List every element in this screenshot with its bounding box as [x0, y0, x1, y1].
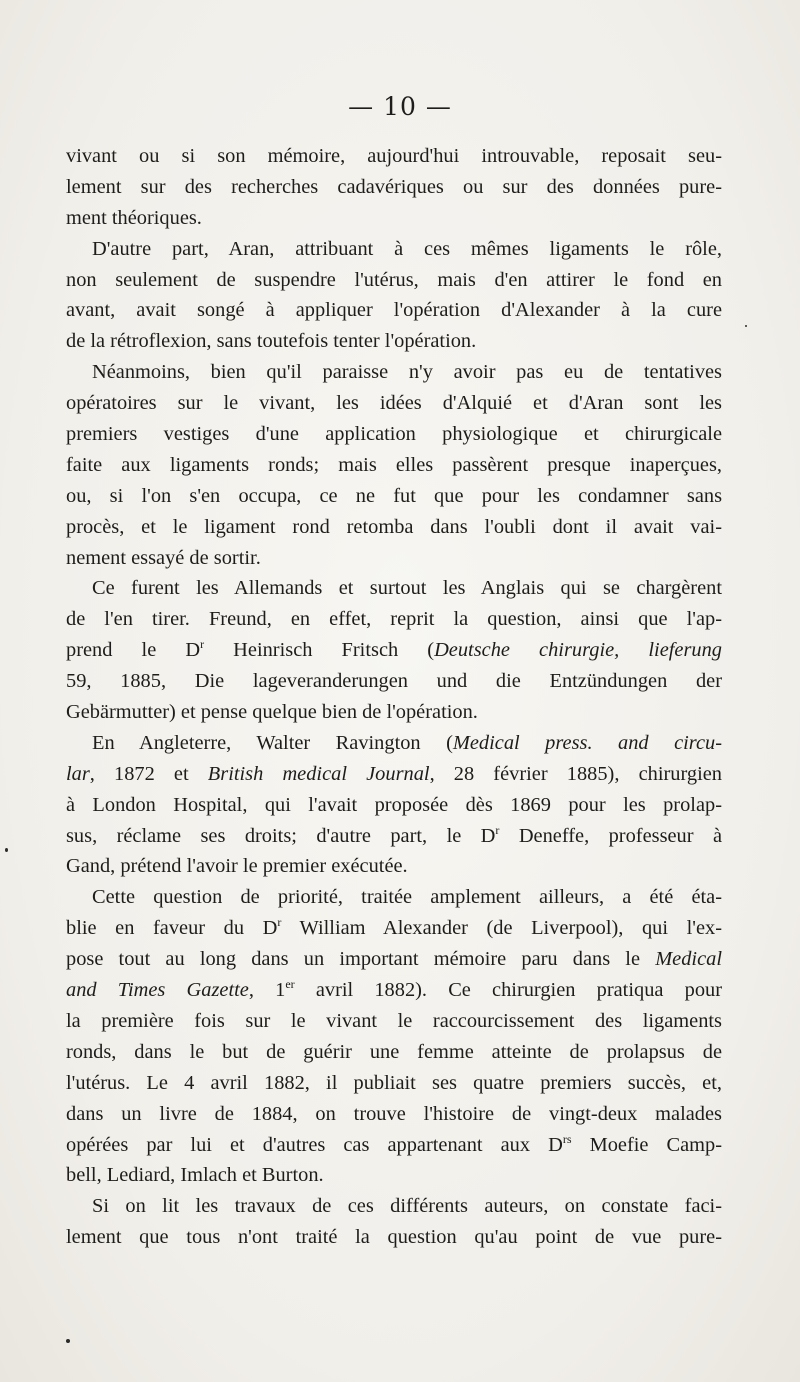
text-line: avant, avait songé à appliquer l'opération d'Alexander à la cure: [66, 299, 722, 322]
text-run: En Angleterre, Walter Ravington (: [92, 731, 453, 754]
text-line: [66, 975, 722, 1006]
superscript: er: [285, 977, 295, 992]
text-run: , 1872 et: [89, 762, 208, 785]
text-run: sus, réclame ses droits; d'autre part, le D: [66, 824, 496, 847]
text-line: ronds, dans le but de guérir une femme atteinte de prolapsus de: [66, 1040, 722, 1063]
italic-title: Medical press. and circu-: [452, 731, 723, 754]
paragraph-5: [66, 728, 722, 882]
text-line: l'utérus. Le 4 avril 1882, il publiait ses quatre premiers succès, et,: [66, 1071, 722, 1094]
text-line: [66, 1130, 722, 1161]
text-line: vivant ou si son mémoire, aujourd'hui introuvable, reposait seu-: [66, 145, 722, 167]
text-line: [66, 759, 722, 790]
paragraph-7: [66, 1191, 722, 1253]
text-run: , 28 février 1885), chirurgien: [429, 762, 722, 785]
text-line: la première fois sur le vivant le raccourcissement des ligaments: [66, 1009, 722, 1032]
paragraph-1: [66, 141, 722, 234]
text-line: opératoires sur le vivant, les idées d'Alquié et d'Aran sont les: [66, 392, 722, 415]
text-run: pose tout au long dans un important mémoire paru dans le: [66, 948, 656, 971]
text-run: avril 1882). Ce chirurgien pratiqua pour: [294, 979, 722, 1002]
paragraph-6: [66, 882, 722, 1191]
italic-title: Medical: [655, 948, 722, 971]
text-run: Deneffe, professeur à: [499, 824, 722, 847]
text-line: non seulement de suspendre l'utérus, mais d'en attirer le fond en: [66, 268, 722, 291]
paragraph-4: [66, 573, 722, 727]
scan-speck: [66, 1339, 70, 1343]
text-line: Gebärmutter) et pense quelque bien de l'opération.: [66, 701, 478, 724]
text-line: [66, 821, 722, 852]
text-line: 59, 1885, Die lageveranderungen und die Entzündungen der: [66, 670, 722, 693]
text-line: bell, Lediard, Imlach et Burton.: [66, 1164, 324, 1187]
superscript: r: [200, 637, 205, 652]
text-line: faite aux ligaments ronds; mais elles passèrent presque inaperçues,: [66, 453, 722, 476]
text-line: [66, 728, 722, 759]
superscript: r: [277, 915, 282, 930]
text-run: , 1: [248, 979, 286, 1002]
text-line: ment théoriques.: [66, 206, 202, 229]
body-text: [66, 141, 722, 1253]
text-line: dans un livre de 1884, on trouve l'histoire de vingt-deux malades: [66, 1102, 722, 1125]
text-line: Gand, prétend l'avoir le premier exécutée.: [66, 855, 408, 878]
text-run: opérées par lui et d'autres cas appartenant aux D: [66, 1133, 563, 1156]
superscript: r: [495, 822, 500, 837]
italic-title: lar: [66, 762, 90, 785]
text-line: nement essayé de sortir.: [66, 546, 261, 569]
text-line: premiers vestiges d'une application physiologique et chirurgicale: [66, 423, 722, 446]
text-line: Si on lit les travaux de ces différents auteurs, on constate faci-: [92, 1195, 722, 1218]
text-line: à London Hospital, qui l'avait proposée dès 1869 pour les prolap-: [66, 793, 722, 816]
italic-title: and Times Gazette: [66, 979, 249, 1002]
text-run: Heinrisch Fritsch (: [204, 639, 435, 662]
superscript: rs: [562, 1131, 572, 1146]
text-line: de la rétroflexion, sans toutefois tenter l'opération.: [66, 330, 477, 353]
text-run: blie en faveur du D: [66, 917, 278, 940]
text-line: lement que tous n'ont traité la question qu'au point de vue pure-: [66, 1226, 722, 1249]
scan-speck: [5, 848, 8, 852]
text-line: ou, si l'on s'en occupa, ce ne fut que pour les condamner sans: [66, 484, 722, 507]
text-line: Néanmoins, bien qu'il paraisse n'y avoir pas eu de tentatives: [92, 361, 722, 384]
page-number: — 10 —: [348, 92, 452, 121]
scan-speck: [745, 325, 747, 327]
text-line: [66, 913, 722, 944]
text-run: prend le D: [66, 639, 201, 662]
text-line: de l'en tirer. Freund, en effet, reprit la question, ainsi que l'ap-: [66, 608, 722, 631]
italic-title: British medical Journal: [207, 762, 430, 785]
italic-title: Deutsche chirurgie, lieferung: [434, 639, 722, 662]
paragraph-2: [66, 234, 722, 358]
paragraph-3: [66, 357, 722, 573]
text-line: [66, 635, 722, 666]
text-run: Moefie Camp-: [571, 1133, 723, 1156]
text-line: lement sur des recherches cadavériques ou sur des données pure-: [66, 175, 722, 198]
text-line: Ce furent les Allemands et surtout les Anglais qui se chargèrent: [92, 577, 722, 600]
text-line: Cette question de priorité, traitée amplement ailleurs, a été éta-: [92, 886, 722, 909]
text-line: procès, et le ligament rond retomba dans l'oubli dont il avait vai-: [66, 515, 722, 538]
text-line: D'autre part, Aran, attribuant à ces mêmes ligaments le rôle,: [92, 237, 722, 260]
text-run: William Alexander (de Liverpool), qui l'ex-: [281, 917, 722, 940]
text-line: [66, 944, 722, 975]
